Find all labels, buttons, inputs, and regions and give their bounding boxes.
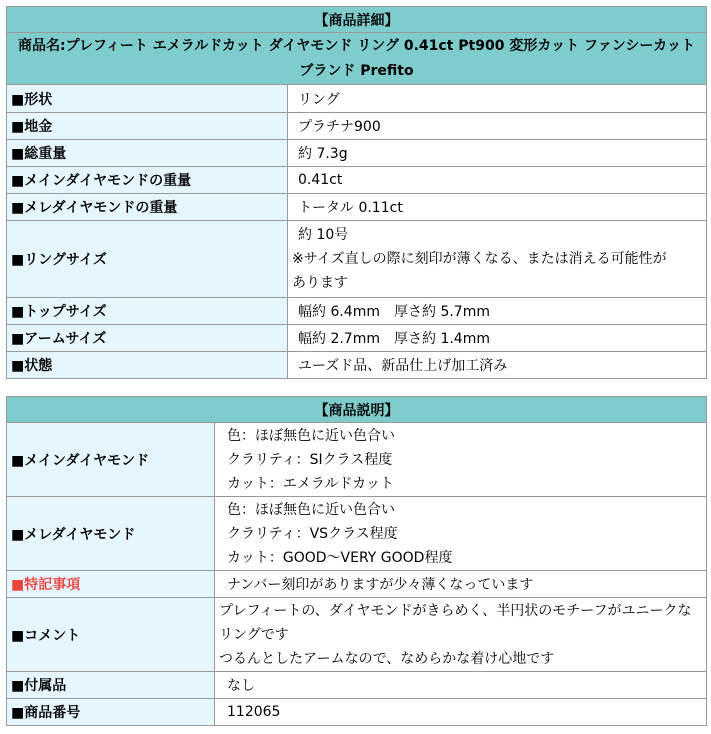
row-value: ナンバー刻印がありますが少々薄くなっています [215,571,707,598]
table-row [7,194,707,221]
table-row [7,699,707,726]
row-value: プラチナ900 [288,113,707,140]
row-value: なし [215,672,707,699]
table-row [7,85,707,113]
description-header: 【商品説明】 [7,397,707,423]
table-row [7,598,707,672]
table-row [7,423,707,497]
melee-diamond-cut: カット：GOOD～VERY GOOD程度 [227,549,453,566]
table-row [7,352,707,379]
row-value: トータル 0.11ct [288,194,707,221]
table-row [7,672,707,699]
table-row [7,571,707,598]
product-title [7,33,707,85]
row-label: ■コメント [7,598,215,672]
ring-size-note-cont: あります [292,275,348,291]
table-row [7,497,707,571]
main-diamond-cut: カット：エメラルドカット [227,475,394,492]
product-description-table [6,396,707,726]
table-row [7,113,707,140]
row-value [215,497,707,571]
melee-diamond-color: 色：ほぼ無色に近い色合い [227,501,395,518]
row-value: 112065 [215,699,707,726]
row-label-special-notes: ■特記事項 [7,571,215,598]
product-brand: ブランド Prefito [299,62,414,79]
comment-line: つるんとしたアームなので、なめらかな着け心地です [219,650,555,667]
details-header: 【商品詳細】 [7,7,707,33]
row-label: ■総重量 [7,140,288,167]
ring-size-value: 約 10号 [298,227,349,243]
main-diamond-clarity: クラリティ：SIクラス程度 [227,451,393,468]
row-label: ■メレダイヤモンド [7,497,215,571]
comment-line: プレフィートの、ダイヤモンドがきらめく、半円状のモチーフがユニークな [219,602,692,619]
row-label: ■リングサイズ [7,221,288,298]
table-row [7,140,707,167]
main-diamond-color: 色：ほぼ無色に近い色合い [227,427,395,444]
ring-size-note: ※サイズ直しの際に刻印が薄くなる、または消える可能性が [292,251,667,267]
row-value: リング [288,85,707,113]
row-value: 幅約 2.7mm 厚さ約 1.4mm [288,325,707,352]
row-value [215,598,707,672]
table-row [7,221,707,298]
row-value: 0.41ct [288,167,707,194]
row-value: ユーズド品、新品仕上げ加工済み [288,352,707,379]
row-label: ■メインダイヤモンドの重量 [7,167,288,194]
row-label: ■状態 [7,352,288,379]
row-value: 約 7.3g [288,140,707,167]
comment-line: リングです [219,626,289,643]
row-label: ■付属品 [7,672,215,699]
row-label: ■地金 [7,113,288,140]
row-value: 幅約 6.4mm 厚さ約 5.7mm [288,298,707,325]
table-row [7,325,707,352]
row-label: ■形状 [7,85,288,113]
row-label: ■アームサイズ [7,325,288,352]
melee-diamond-clarity: クラリティ：VSクラス程度 [227,525,398,542]
table-row [7,167,707,194]
product-details-table [6,6,707,379]
row-label: ■メレダイヤモンドの重量 [7,194,288,221]
row-label: ■トップサイズ [7,298,288,325]
row-label: ■メインダイヤモンド [7,423,215,497]
row-value [288,221,707,298]
table-row [7,298,707,325]
row-value [215,423,707,497]
row-label: ■商品番号 [7,699,215,726]
product-name: 商品名:プレフィート エメラルドカット ダイヤモンド リング 0.41ct Pt900 変形カット ファンシーカット [17,37,695,54]
